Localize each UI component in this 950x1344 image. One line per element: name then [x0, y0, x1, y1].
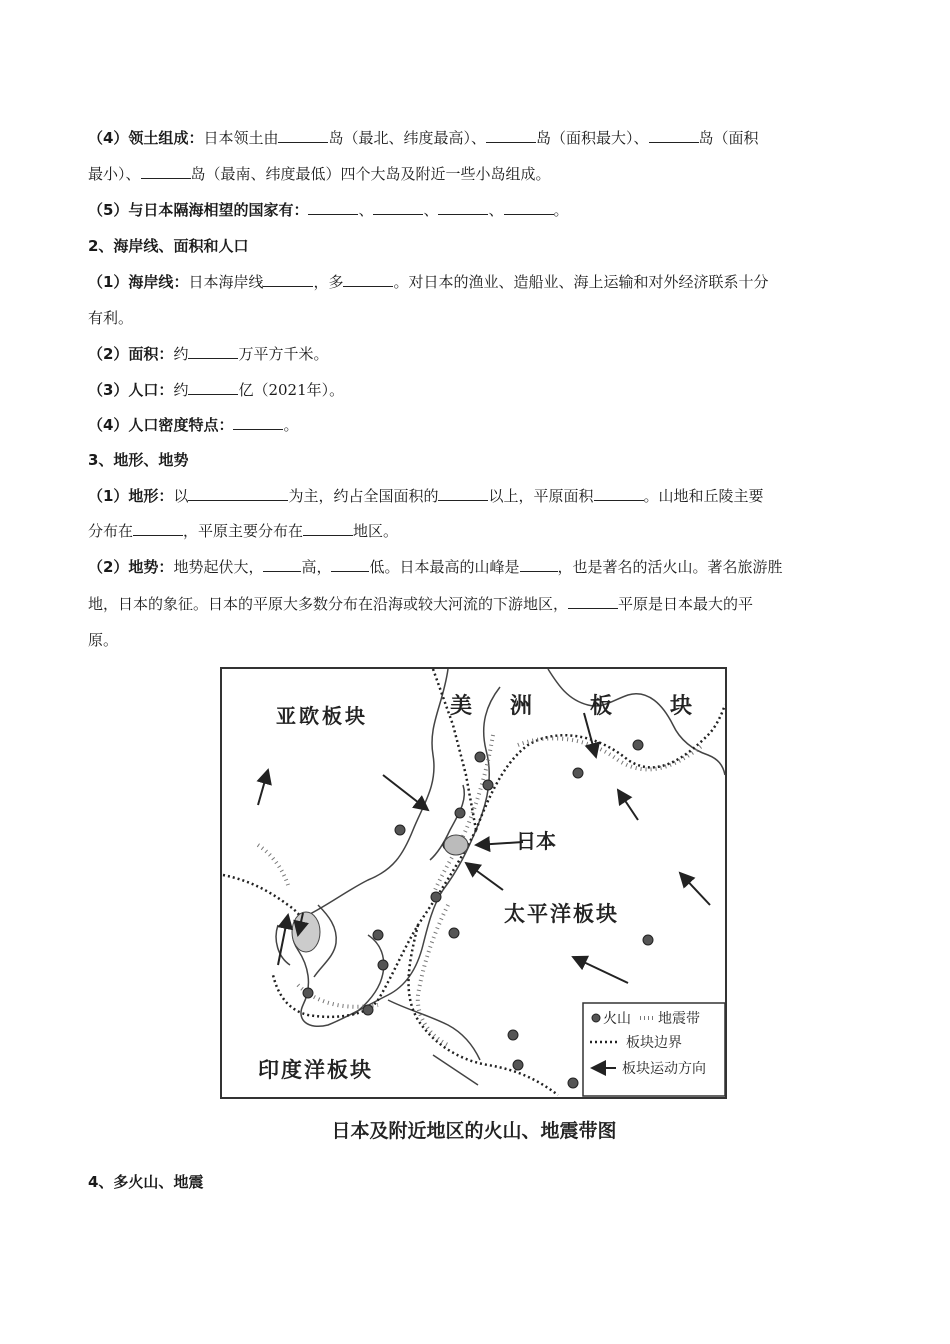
- blank-field[interactable]: [594, 486, 644, 501]
- label-japan: 日本: [516, 829, 556, 853]
- area-line: （2）面积：约 万平方千米。: [88, 345, 329, 363]
- section-4-heading: 4、多火山、地震: [88, 1173, 204, 1191]
- blank-field[interactable]: [263, 557, 301, 572]
- blank-field[interactable]: [504, 200, 554, 215]
- blank-field[interactable]: [373, 200, 423, 215]
- label-american-plate-2: 洲: [510, 694, 533, 719]
- label-indian-plate: 印度洋板块: [258, 1058, 373, 1082]
- blank-field[interactable]: [438, 200, 488, 215]
- blank-field[interactable]: [438, 486, 488, 501]
- legend-boundary: 板块边界: [626, 1035, 682, 1051]
- blank-field[interactable]: [649, 128, 699, 143]
- label-pacific-plate: 太平洋板块: [504, 902, 619, 926]
- neighbors-label: （5）与日本隔海相望的国家有：: [88, 201, 309, 219]
- legend-quake: 地震带: [658, 1011, 700, 1027]
- relief-line-3: 原。: [88, 631, 119, 649]
- blank-field[interactable]: [308, 200, 358, 215]
- label-american-plate-3: 板: [590, 694, 613, 719]
- territory-line-2: 最小）、 岛（最南、纬度最低）四个大岛及附近一些小岛组成。: [88, 165, 551, 183]
- blank-field[interactable]: [343, 272, 393, 287]
- blank-field[interactable]: [520, 557, 558, 572]
- blank-field[interactable]: [141, 164, 191, 179]
- label-american-plate-4: 块: [670, 694, 693, 719]
- section-2-heading: 2、海岸线、面积和人口: [88, 237, 249, 255]
- legend-volcano: 火山: [603, 1011, 631, 1027]
- legend-motion: 板块运动方向: [622, 1061, 706, 1077]
- label-american-plate-1: 美: [450, 694, 473, 719]
- relief-line-2: 地，日本的象征。日本的平原大多数分布在沿海或较大河流的下游地区， 平原是日本最大的平: [88, 595, 754, 613]
- population-line: （3）人口：约 亿（2021年）。: [88, 381, 345, 399]
- blank-field[interactable]: [568, 594, 618, 609]
- map-legend: [583, 1003, 725, 1096]
- blank-field[interactable]: [188, 486, 288, 501]
- terrain-line-2: 分布在 ，平原主要分布在 地区。: [88, 522, 399, 540]
- relief-line-1: （2）地势：地势起伏大， 高， 低。日本最高的山峰是 ，也是著名的活火山。著名旅游胜: [88, 558, 783, 576]
- blank-field[interactable]: [188, 380, 238, 395]
- density-line: （4）人口密度特点： 。: [88, 416, 299, 434]
- legend-volcano-symbol: [592, 1014, 600, 1022]
- blank-field[interactable]: [133, 521, 183, 536]
- blank-field[interactable]: [331, 557, 369, 572]
- active-zone-highlight: [292, 912, 320, 952]
- coastline-line-1: （1）海岸线：日本海岸线 ，多 。对日本的渔业、造船业、海上运输和对外经济联系十分: [88, 273, 769, 291]
- coastline-line-2: 有利。: [88, 309, 134, 327]
- neighbors-line: （5）与日本隔海相望的国家有： 、 、 、 。: [88, 201, 569, 219]
- territory-label: （4）领土组成：: [88, 129, 204, 147]
- blank-field[interactable]: [263, 272, 313, 287]
- blank-field[interactable]: [188, 344, 238, 359]
- blank-field[interactable]: [278, 128, 328, 143]
- territory-line-1: （4）领土组成：日本领土由 岛（最北、纬度最高）、 岛（面积最大）、 岛（面积: [88, 129, 759, 147]
- japan-highlight: [444, 835, 468, 855]
- blank-field[interactable]: [233, 415, 283, 430]
- volcano-earthquake-map: [218, 665, 730, 1150]
- label-eurasian-plate: 亚欧板块: [276, 704, 368, 728]
- blank-field[interactable]: [303, 521, 353, 536]
- terrain-line-1: （1）地形：以 为主，约占全国面积的 以上，平原面积 。山地和丘陵主要: [88, 487, 764, 505]
- section-3-heading: 3、地形、地势: [88, 451, 189, 469]
- map-svg: [218, 665, 730, 1150]
- map-caption: 日本及附近地区的火山、地震带图: [331, 1120, 617, 1142]
- blank-field[interactable]: [486, 128, 536, 143]
